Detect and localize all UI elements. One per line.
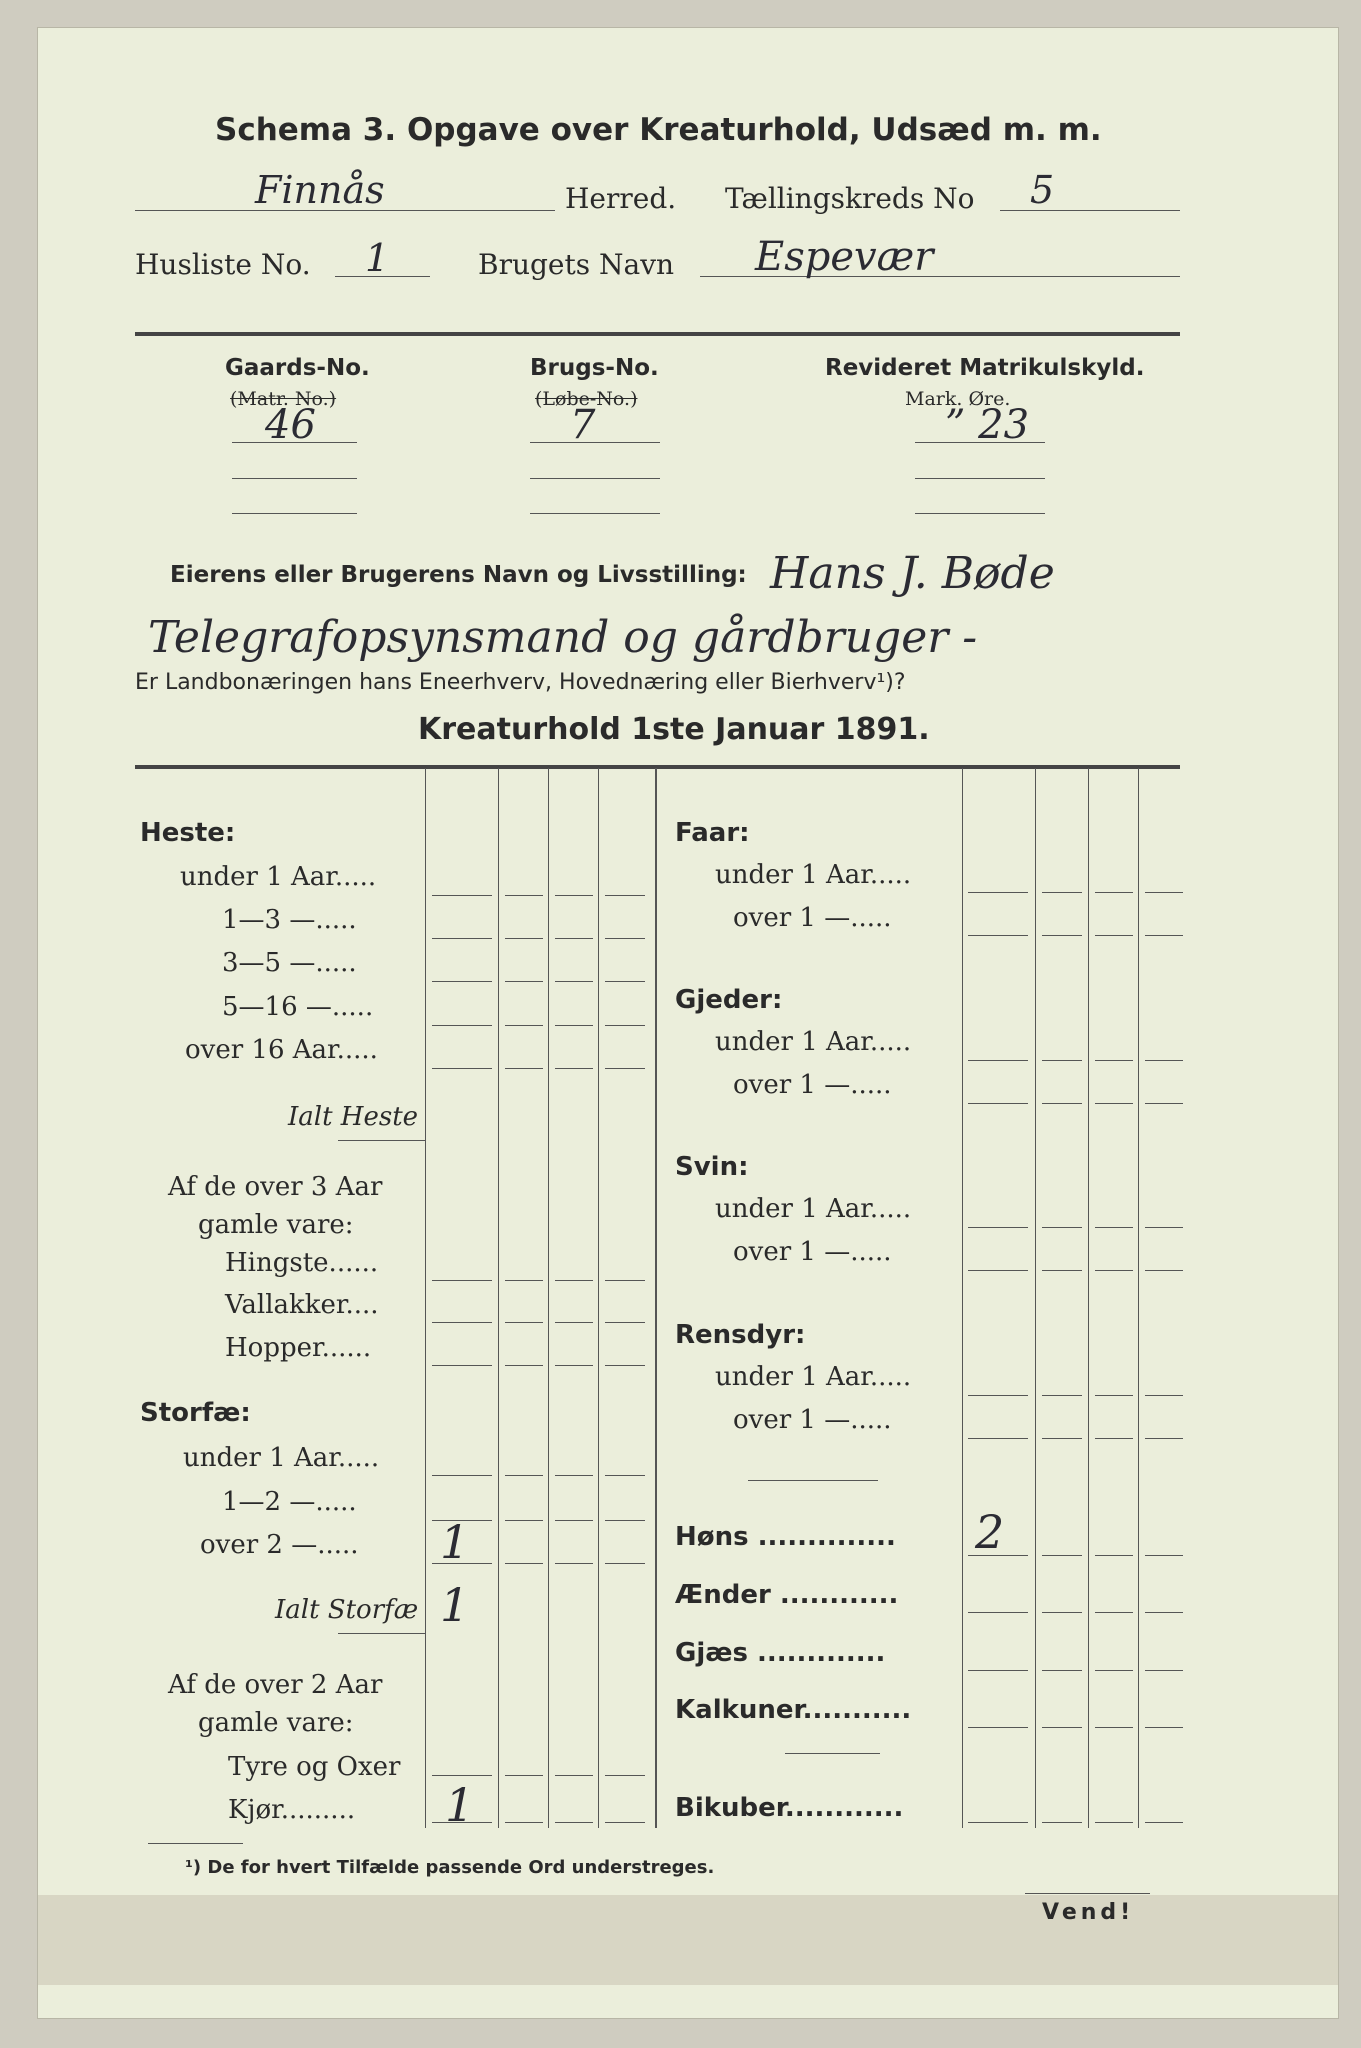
cell-line (968, 1103, 1028, 1104)
cell-line (968, 935, 1028, 936)
vallakker: Vallakker.... (225, 1290, 379, 1320)
cell-line (1095, 1822, 1133, 1823)
matrikul-value: ” 23 (945, 402, 1030, 448)
cell-line (1145, 935, 1183, 936)
tyre-og-oxer: Tyre og Oxer (228, 1752, 401, 1782)
husliste-value: 1 (365, 236, 390, 280)
cell-line (505, 1068, 543, 1069)
right-col-line-1 (962, 768, 963, 1828)
bruget-value: Espevær (755, 234, 934, 280)
cell-line (432, 1475, 492, 1476)
vend-label: Vend! (1042, 1900, 1135, 1925)
center-divider (655, 768, 657, 1828)
cell-line (1095, 1555, 1133, 1556)
gaards-sub: (Matr. No.) (230, 388, 337, 410)
storfae-over2: over 2 —..... (200, 1530, 359, 1560)
cell-line (555, 1475, 593, 1476)
cell-line (1042, 1670, 1082, 1671)
rensdyr-sep (748, 1480, 878, 1481)
cell-line (555, 1775, 593, 1776)
cell-line (968, 1670, 1028, 1671)
cell-line (1145, 1727, 1183, 1728)
footnote-rule (148, 1843, 243, 1844)
cell-line (505, 938, 543, 939)
cell-line (1042, 935, 1082, 936)
cell-line (1042, 1822, 1082, 1823)
ialt-storfae-value: 1 (440, 1578, 470, 1632)
header-rule (135, 332, 1180, 336)
cell-line (505, 1563, 543, 1564)
ialt-heste-line (338, 1140, 425, 1141)
matrikul-line-2 (915, 478, 1045, 479)
cell-line (1145, 1612, 1183, 1613)
cell-line (1042, 1395, 1082, 1396)
cell-line (605, 1025, 645, 1026)
cell-line (968, 892, 1028, 893)
cell-line (1145, 1555, 1183, 1556)
cell-line (555, 1280, 593, 1281)
cell-line (1042, 1727, 1082, 1728)
cell-line (1042, 1270, 1082, 1271)
af3-line1: Af de over 3 Aar (168, 1172, 383, 1202)
owner-occupation: Telegrafopsynsmand og gårdbruger - (148, 612, 978, 663)
cell-line (1095, 1612, 1133, 1613)
cell-line (432, 1365, 492, 1366)
matrikul-label: Revideret Matrikulskyld. (825, 355, 1145, 381)
cell-line (505, 981, 543, 982)
cell-line (1095, 1395, 1133, 1396)
right-col-line-2 (1035, 768, 1036, 1828)
hens-value: 2 (975, 1505, 1005, 1559)
cell-line (555, 1322, 593, 1323)
cell-line (1145, 1270, 1183, 1271)
gjaes-label: Gjæs ............. (675, 1638, 886, 1668)
cell-line (505, 1775, 543, 1776)
section-title: Kreaturhold 1ste Januar 1891. (418, 712, 930, 747)
gjeder-under1: under 1 Aar..... (715, 1027, 912, 1057)
cell-line (1095, 935, 1133, 936)
cell-line (555, 1025, 593, 1026)
svin-over1: over 1 —..... (733, 1237, 892, 1267)
heste-over16: over 16 Aar..... (185, 1035, 378, 1065)
cell-line (432, 1563, 492, 1564)
heste-5-16: 5—16 —..... (222, 992, 374, 1022)
cell-line (1095, 1270, 1133, 1271)
cell-line (505, 1365, 543, 1366)
storfae-1-2: 1—2 —..... (222, 1487, 357, 1517)
page-bottom-band (38, 1895, 1338, 1985)
svin-heading: Svin: (675, 1152, 749, 1182)
cell-line (968, 1395, 1028, 1396)
cell-line (1095, 1438, 1133, 1439)
cell-line (1042, 1103, 1082, 1104)
storfae-heading: Storfæ: (140, 1398, 251, 1428)
cell-line (555, 938, 593, 939)
cell-line (555, 1520, 593, 1521)
left-col-line-1 (425, 768, 426, 1828)
cell-line (1145, 1822, 1183, 1823)
cell-line (605, 1475, 645, 1476)
brugs-value: 7 (570, 402, 596, 448)
cell-line (1145, 1670, 1183, 1671)
cell-line (1095, 1727, 1133, 1728)
rensdyr-over1: over 1 —..... (733, 1405, 892, 1435)
gjeder-over1: over 1 —..... (733, 1070, 892, 1100)
cell-line (968, 1555, 1028, 1556)
cell-line (605, 1322, 645, 1323)
kjor-value: 1 (445, 1778, 475, 1832)
form-title: Schema 3. Opgave over Kreaturhold, Udsæd m. m. (215, 112, 1102, 148)
cell-line (555, 1822, 593, 1823)
heste-3-5: 3—5 —..... (222, 948, 357, 978)
cell-line (505, 1520, 543, 1521)
hopper: Hopper...... (225, 1333, 372, 1363)
cell-line (1042, 892, 1082, 893)
cell-line (605, 1563, 645, 1564)
cell-line (605, 1365, 645, 1366)
gaards-line-3 (232, 513, 357, 514)
heste-heading: Heste: (140, 818, 236, 848)
hens-label: Høns .............. (675, 1522, 896, 1552)
cell-line (1095, 1103, 1133, 1104)
cell-line (1042, 1555, 1082, 1556)
left-col-line-4 (598, 768, 599, 1828)
cell-line (432, 1775, 492, 1776)
kjor: Kjør......... (228, 1795, 356, 1825)
cell-line (555, 895, 593, 896)
ialt-heste: Ialt Heste (288, 1102, 419, 1132)
cell-line (1042, 1612, 1082, 1613)
cell-line (505, 1280, 543, 1281)
cell-line (1095, 892, 1133, 893)
hingste: Hingste...... (225, 1248, 379, 1278)
gaards-line-2 (232, 478, 357, 479)
bruget-label: Brugets Navn (478, 248, 675, 281)
tellingskreds-value: 5 (1030, 168, 1055, 212)
ialt-storfae-line (338, 1633, 425, 1634)
cell-line (605, 1280, 645, 1281)
cell-line (605, 1822, 645, 1823)
cell-line (968, 1060, 1028, 1061)
cell-line (1145, 1060, 1183, 1061)
storfae-over2-value: 1 (440, 1515, 470, 1569)
af2-line2: gamle vare: (198, 1708, 354, 1738)
kalkuner-label: Kalkuner........... (675, 1695, 912, 1725)
svin-under1: under 1 Aar..... (715, 1194, 912, 1224)
owner-label: Eierens eller Brugerens Navn og Livsstilling: (170, 562, 747, 588)
faar-over1: over 1 —..... (733, 903, 892, 933)
cell-line (432, 1520, 492, 1521)
cell-line (432, 981, 492, 982)
vend-rule (1025, 1893, 1150, 1894)
cell-line (605, 981, 645, 982)
cell-line (432, 1025, 492, 1026)
cell-line (505, 1475, 543, 1476)
cell-line (1042, 1227, 1082, 1228)
owner-name: Hans J. Bøde (770, 548, 1055, 599)
cell-line (1095, 1060, 1133, 1061)
gaards-value: 46 (265, 402, 316, 448)
cell-line (1145, 1395, 1183, 1396)
brugs-sub: (Løbe-No.) (535, 388, 638, 410)
rensdyr-under1: under 1 Aar..... (715, 1362, 912, 1392)
cell-line (605, 938, 645, 939)
cell-line (968, 1822, 1028, 1823)
aender-label: Ænder ............ (675, 1580, 899, 1610)
gaards-line-1 (232, 442, 357, 443)
af3-line2: gamle vare: (198, 1210, 354, 1240)
ialt-storfae: Ialt Storfæ (275, 1595, 419, 1625)
bikuber-label: Bikuber............ (675, 1793, 904, 1823)
cell-line (968, 1727, 1028, 1728)
left-col-line-3 (548, 768, 549, 1828)
herred-label: Herred. (565, 182, 677, 215)
cell-line (1095, 1670, 1133, 1671)
left-col-line-2 (498, 768, 499, 1828)
kalkuner-sep (785, 1753, 880, 1754)
right-col-line-4 (1138, 768, 1139, 1828)
cell-line (1145, 1103, 1183, 1104)
cell-line (968, 1612, 1028, 1613)
cell-line (605, 1520, 645, 1521)
matrikul-line-1 (915, 442, 1045, 443)
cell-line (505, 1322, 543, 1323)
cell-line (555, 1563, 593, 1564)
cell-line (432, 1280, 492, 1281)
right-col-line-3 (1088, 768, 1089, 1828)
cell-line (505, 1822, 543, 1823)
cell-line (968, 1227, 1028, 1228)
husliste-label: Husliste No. (135, 248, 311, 281)
cell-line (432, 1068, 492, 1069)
cell-line (555, 981, 593, 982)
cell-line (1145, 1438, 1183, 1439)
cell-line (605, 895, 645, 896)
cell-line (1145, 892, 1183, 893)
brugs-line-1 (530, 442, 660, 443)
faar-under1: under 1 Aar..... (715, 860, 912, 890)
cell-line (1042, 1060, 1082, 1061)
heste-1-3: 1—3 —..... (222, 905, 357, 935)
cell-line (1095, 1227, 1133, 1228)
faar-heading: Faar: (675, 818, 750, 848)
matrikul-sub: Mark. Øre. (905, 388, 1011, 410)
cell-line (605, 1775, 645, 1776)
herred-value: Finnås (255, 168, 385, 212)
cell-line (432, 1322, 492, 1323)
gjeder-heading: Gjeder: (675, 985, 783, 1015)
table-top-rule (135, 765, 1180, 769)
storfae-under1: under 1 Aar..... (183, 1443, 380, 1473)
cell-line (968, 1270, 1028, 1271)
cell-line (968, 1438, 1028, 1439)
cell-line (605, 1068, 645, 1069)
cell-line (432, 938, 492, 939)
gaards-label: Gaards-No. (225, 355, 370, 381)
cell-line (432, 895, 492, 896)
brugs-label: Brugs-No. (530, 355, 659, 381)
cell-line (1145, 1227, 1183, 1228)
heste-under1: under 1 Aar..... (180, 862, 377, 892)
cell-line (505, 1025, 543, 1026)
cell-line (555, 1365, 593, 1366)
brugs-line-2 (530, 478, 660, 479)
af2-line1: Af de over 2 Aar (168, 1670, 383, 1700)
brugs-line-3 (530, 513, 660, 514)
cell-line (505, 895, 543, 896)
cell-line (555, 1068, 593, 1069)
rensdyr-heading: Rensdyr: (675, 1320, 806, 1350)
cell-line (1042, 1438, 1082, 1439)
matrikul-line-3 (915, 513, 1045, 514)
eneerhverv-question: Er Landbonæringen hans Eneerhverv, Hovednæring eller Bierhverv¹)? (135, 670, 906, 695)
tellingskreds-line (1000, 210, 1180, 211)
cell-line (432, 1822, 492, 1823)
footnote: ¹) De for hvert Tilfælde passende Ord understreges. (185, 1857, 715, 1878)
tellingskreds-label: Tællingskreds No (725, 182, 975, 215)
